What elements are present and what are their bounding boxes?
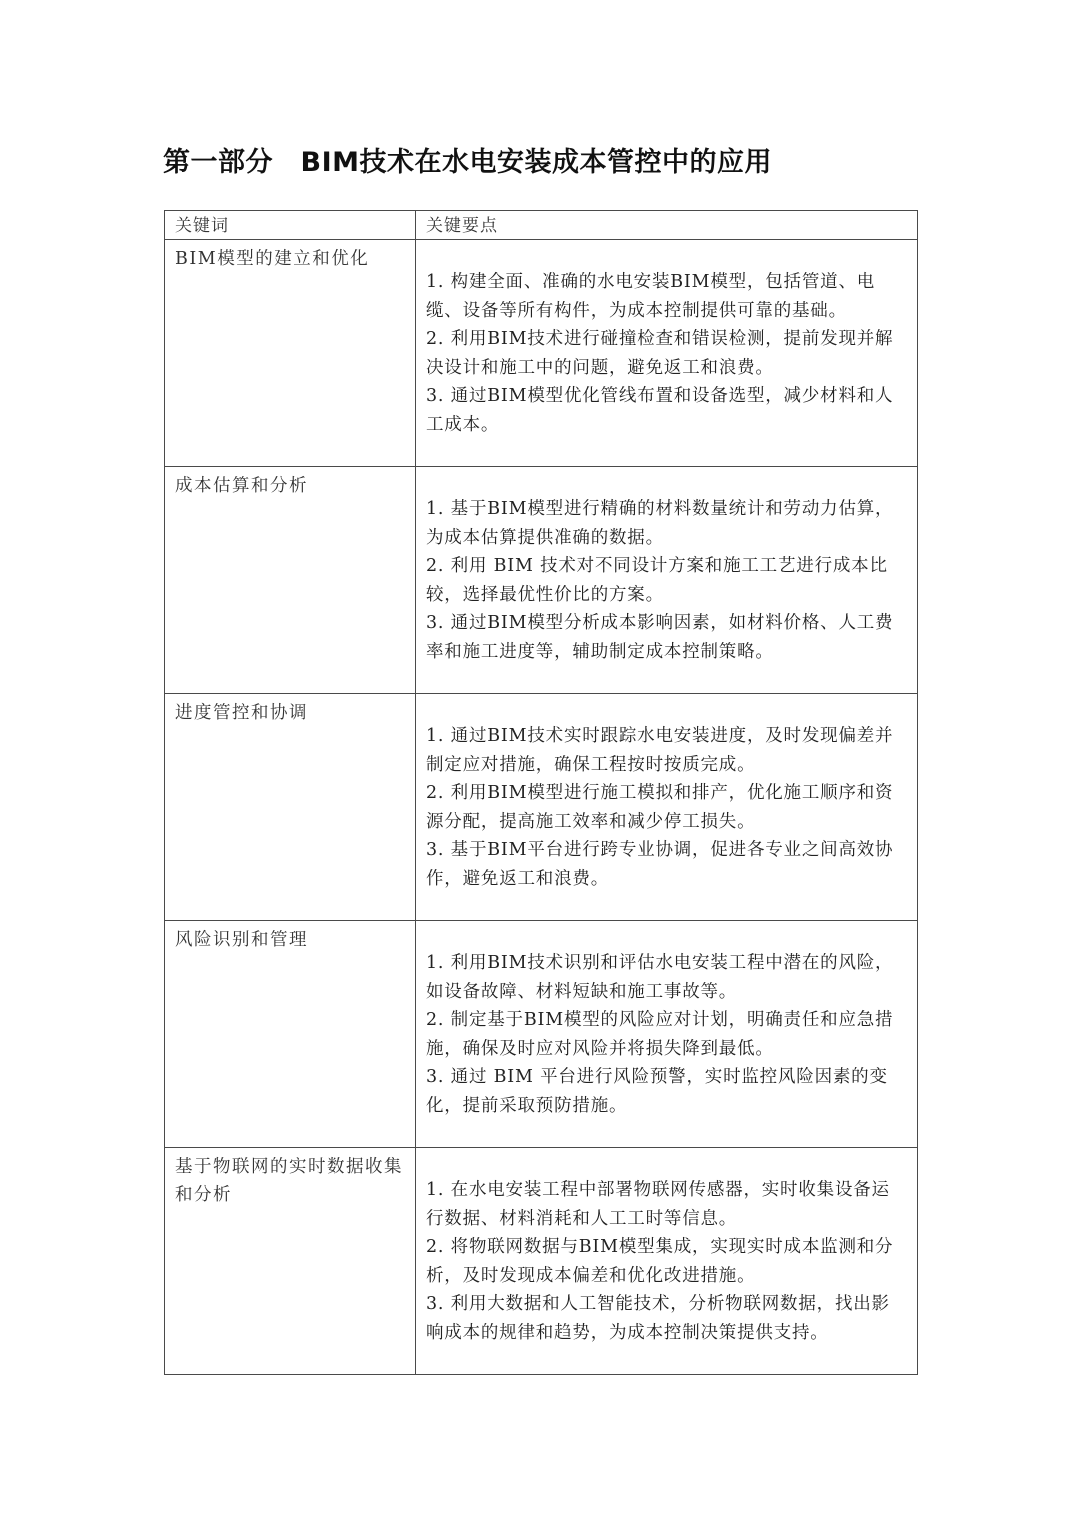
- table-row: [165, 921, 918, 1148]
- keyword-cell: 进度管控和协调: [165, 694, 416, 921]
- keyword-cell: 基于物联网的实时数据收集和分析: [165, 1148, 416, 1375]
- key-point: 3. 利用大数据和人工智能技术，分析物联网数据，找出影响成本的规律和趋势，为成本控制决策提供支持。: [426, 1294, 890, 1343]
- key-point: 3. 通过BIM模型分析成本影响因素，如材料价格、人工费率和施工进度等，辅助制定成本控制策略。: [426, 613, 894, 662]
- key-point: 2. 利用BIM模型进行施工模拟和排产，优化施工顺序和资源分配，提高施工效率和减少停工损失。: [426, 783, 894, 832]
- key-point: 3. 通过 BIM 平台进行风险预警，实时监控风险因素的变化，提前采取预防措施。: [426, 1067, 888, 1116]
- key-point: 2. 利用BIM技术进行碰撞检查和错误检测，提前发现并解决设计和施工中的问题，避免返工和浪费。: [426, 329, 894, 378]
- key-point: 1. 基于BIM模型进行精确的材料数量统计和劳动力估算，为成本估算提供准确的数据。: [426, 499, 894, 548]
- key-point: 1. 通过BIM技术实时跟踪水电安装进度，及时发现偏差并制定应对措施，确保工程按时按质完成。: [426, 726, 894, 775]
- key-points-cell: [416, 694, 918, 921]
- key-point: 3. 通过BIM模型优化管线布置和设备选型，减少材料和人工成本。: [426, 386, 894, 435]
- header-keyword: 关键词: [165, 211, 416, 240]
- key-point: 1. 在水电安装工程中部署物联网传感器，实时收集设备运行数据、材料消耗和人工工时等信息。: [426, 1180, 890, 1229]
- keyword-cell: BIM模型的建立和优化: [165, 240, 416, 467]
- key-point: 3. 基于BIM平台进行跨专业协调，促进各专业之间高效协作，避免返工和浪费。: [426, 840, 894, 889]
- key-point: 1. 利用BIM技术识别和评估水电安装工程中潜在的风险，如设备故障、材料短缺和施工事故等。: [426, 953, 894, 1002]
- table-row: [165, 694, 918, 921]
- key-point: 2. 利用 BIM 技术对不同设计方案和施工工艺进行成本比较，选择最优性价比的方案。: [426, 556, 888, 605]
- table-row: [165, 240, 918, 467]
- header-key-points: 关键要点: [416, 211, 918, 240]
- key-point: 2. 将物联网数据与BIM模型集成，实现实时成本监测和分析，及时发现成本偏差和优化改进措施。: [426, 1237, 894, 1286]
- table-row: [165, 467, 918, 694]
- key-points-cell: [416, 921, 918, 1148]
- key-points-cell: [416, 467, 918, 694]
- table-row: [165, 1148, 918, 1375]
- key-point: 2. 制定基于BIM模型的风险应对计划，明确责任和应急措施，确保及时应对风险并将损失降到最低。: [426, 1010, 894, 1059]
- key-points-table: [164, 210, 918, 1375]
- table-header-row: [165, 211, 918, 240]
- keyword-cell: 成本估算和分析: [165, 467, 416, 694]
- page-title: 第一部分 BIM技术在水电安装成本管控中的应用: [163, 147, 772, 178]
- key-point: 1. 构建全面、准确的水电安装BIM模型，包括管道、电缆、设备等所有构件，为成本控制提供可靠的基础。: [426, 272, 876, 321]
- keyword-cell: 风险识别和管理: [165, 921, 416, 1148]
- key-points-cell: [416, 240, 918, 467]
- key-points-cell: [416, 1148, 918, 1375]
